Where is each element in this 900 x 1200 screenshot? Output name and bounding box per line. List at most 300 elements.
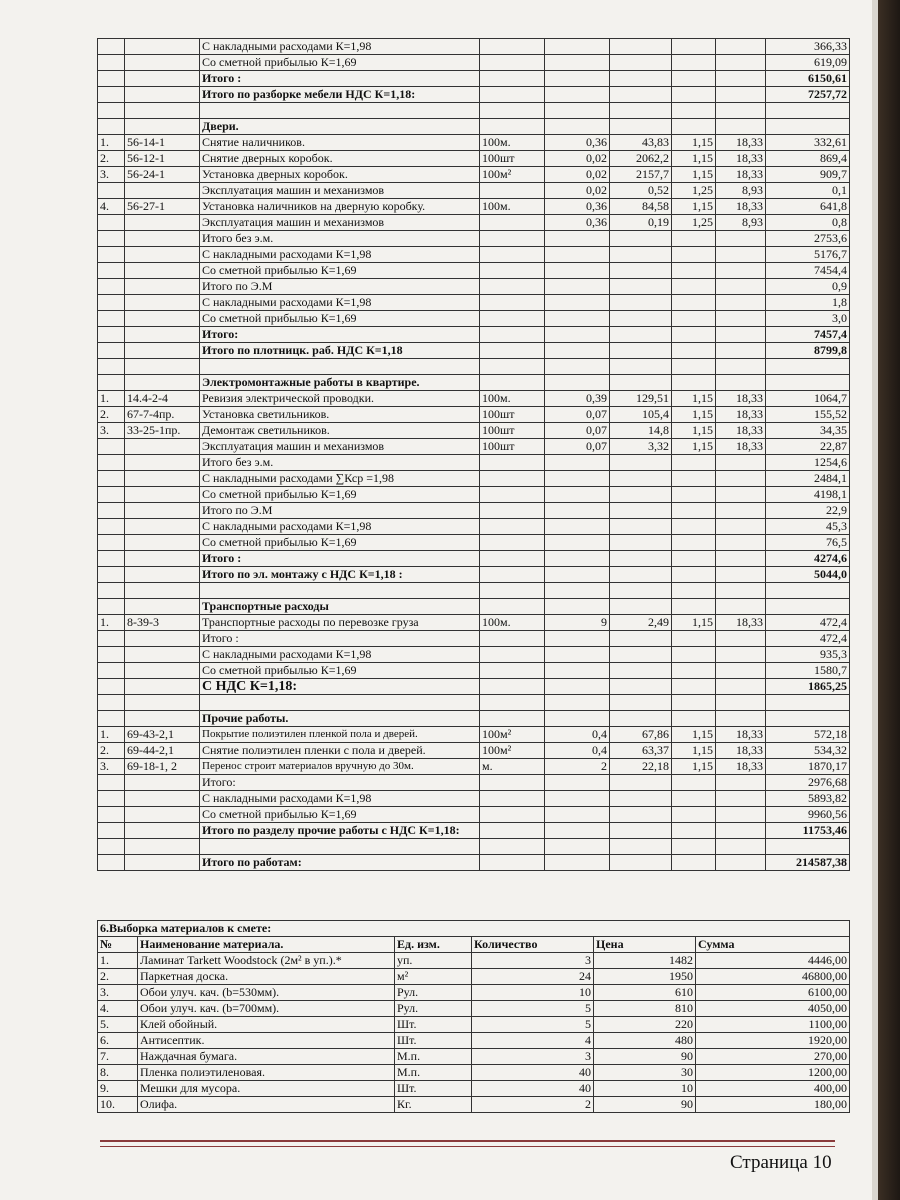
cell-code <box>125 631 200 647</box>
cell-code <box>125 327 200 343</box>
table-row <box>98 39 850 55</box>
cell-price <box>610 663 672 679</box>
cell-code: 8-39-3 <box>125 615 200 631</box>
cell-quantity <box>545 535 610 551</box>
cell-row-number <box>98 807 125 823</box>
cell-name <box>200 103 480 119</box>
cell-row-number <box>98 327 125 343</box>
materials-title: 6.Выборка материалов к смете: <box>98 921 850 937</box>
cell-coef-1 <box>672 631 716 647</box>
cell-code <box>125 647 200 663</box>
material-price: 30 <box>594 1065 696 1081</box>
header-price: Цена <box>594 937 696 953</box>
material-name: Антисептик. <box>138 1033 395 1049</box>
cell-coef-2 <box>716 279 766 295</box>
cell-row-number <box>98 823 125 839</box>
cell-sum <box>766 583 850 599</box>
cell-coef-2 <box>716 343 766 359</box>
cell-sum: 1870,17 <box>766 759 850 775</box>
cell-name: Итого : <box>200 551 480 567</box>
cell-coef-2 <box>716 647 766 663</box>
cell-code <box>125 695 200 711</box>
cell-unit <box>480 839 545 855</box>
cell-quantity <box>545 487 610 503</box>
cell-quantity: 0,02 <box>545 167 610 183</box>
material-quantity: 40 <box>472 1081 594 1097</box>
list-item <box>98 1033 850 1049</box>
cell-unit <box>480 535 545 551</box>
cell-sum: 155,52 <box>766 407 850 423</box>
cell-unit <box>480 215 545 231</box>
list-item <box>98 1097 850 1113</box>
cell-row-number <box>98 839 125 855</box>
cell-code: 56-24-1 <box>125 167 200 183</box>
cell-coef-2 <box>716 519 766 535</box>
table-row <box>98 391 850 407</box>
table-row <box>98 599 850 615</box>
cell-coef-2 <box>716 839 766 855</box>
cell-unit <box>480 583 545 599</box>
cell-price: 0,52 <box>610 183 672 199</box>
cell-code: 56-14-1 <box>125 135 200 151</box>
cell-name: Эксплуатация машин и механизмов <box>200 183 480 199</box>
table-row <box>98 743 850 759</box>
cell-unit <box>480 503 545 519</box>
cell-coef-1: 1,15 <box>672 759 716 775</box>
cell-price <box>610 535 672 551</box>
material-unit: Кг. <box>395 1097 472 1113</box>
cell-price <box>610 263 672 279</box>
material-unit: Шт. <box>395 1081 472 1097</box>
cell-coef-2: 18,33 <box>716 615 766 631</box>
table-row <box>98 631 850 647</box>
cell-quantity <box>545 71 610 87</box>
cell-price <box>610 103 672 119</box>
material-price: 10 <box>594 1081 696 1097</box>
cell-coef-1 <box>672 599 716 615</box>
cell-unit: 100м² <box>480 167 545 183</box>
cell-row-number <box>98 663 125 679</box>
cell-code: 69-44-2,1 <box>125 743 200 759</box>
cell-coef-1 <box>672 247 716 263</box>
cell-row-number <box>98 103 125 119</box>
cell-row-number <box>98 279 125 295</box>
cell-unit <box>480 183 545 199</box>
footer-divider <box>100 1140 835 1147</box>
table-row <box>98 103 850 119</box>
cell-sum: 0,9 <box>766 279 850 295</box>
material-unit: М.п. <box>395 1049 472 1065</box>
cell-unit <box>480 551 545 567</box>
cell-price <box>610 71 672 87</box>
cell-unit: 100шт <box>480 151 545 167</box>
cell-unit <box>480 247 545 263</box>
list-item <box>98 985 850 1001</box>
cell-coef-2 <box>716 231 766 247</box>
cell-sum: 6150,61 <box>766 71 850 87</box>
cell-quantity: 0,4 <box>545 743 610 759</box>
cell-code <box>125 71 200 87</box>
cell-unit: 100м² <box>480 743 545 759</box>
cell-coef-1 <box>672 471 716 487</box>
cell-price <box>610 327 672 343</box>
cell-coef-1 <box>672 807 716 823</box>
cell-sum: 332,61 <box>766 135 850 151</box>
cell-coef-2 <box>716 327 766 343</box>
material-name: Наждачная бумага. <box>138 1049 395 1065</box>
cell-quantity <box>545 663 610 679</box>
table-row <box>98 279 850 295</box>
cell-name: Со сметной прибылью К=1,69 <box>200 663 480 679</box>
material-name: Клей обойный. <box>138 1017 395 1033</box>
cell-coef-2 <box>716 55 766 71</box>
material-row-number: 10. <box>98 1097 138 1113</box>
cell-row-number: 1. <box>98 615 125 631</box>
cell-coef-2: 8,93 <box>716 183 766 199</box>
cell-quantity: 0,02 <box>545 183 610 199</box>
cell-quantity <box>545 567 610 583</box>
cell-sum: 3,0 <box>766 311 850 327</box>
cell-code <box>125 807 200 823</box>
material-name: Мешки для мусора. <box>138 1081 395 1097</box>
cell-price <box>610 487 672 503</box>
cell-code: 69-18-1, 2 <box>125 759 200 775</box>
cell-price <box>610 567 672 583</box>
cell-quantity <box>545 247 610 263</box>
table-row <box>98 151 850 167</box>
material-unit: Шт. <box>395 1033 472 1049</box>
cell-row-number: 2. <box>98 743 125 759</box>
cell-code <box>125 775 200 791</box>
cell-name: Итого по разделу прочие работы с НДС К=1,18: <box>200 823 480 839</box>
cell-code <box>125 295 200 311</box>
cell-quantity <box>545 855 610 871</box>
cell-unit: 100шт <box>480 407 545 423</box>
cell-sum: 366,33 <box>766 39 850 55</box>
cell-coef-2 <box>716 855 766 871</box>
cell-coef-1 <box>672 359 716 375</box>
cell-price: 14,8 <box>610 423 672 439</box>
cell-row-number <box>98 775 125 791</box>
material-row-number: 4. <box>98 1001 138 1017</box>
table-row <box>98 311 850 327</box>
cell-name: Установка наличников на дверную коробку. <box>200 199 480 215</box>
cell-unit <box>480 455 545 471</box>
cell-price <box>610 87 672 103</box>
cell-price <box>610 359 672 375</box>
cell-coef-1 <box>672 295 716 311</box>
cell-unit <box>480 855 545 871</box>
cell-row-number: 1. <box>98 727 125 743</box>
cell-quantity: 0,07 <box>545 407 610 423</box>
cell-coef-2 <box>716 119 766 135</box>
material-quantity: 3 <box>472 953 594 969</box>
cell-quantity <box>545 263 610 279</box>
cell-unit <box>480 231 545 247</box>
cell-row-number: 3. <box>98 423 125 439</box>
cell-code <box>125 535 200 551</box>
cell-coef-2: 18,33 <box>716 423 766 439</box>
cell-price: 3,32 <box>610 439 672 455</box>
table-row <box>98 215 850 231</box>
material-quantity: 10 <box>472 985 594 1001</box>
cell-quantity: 0,07 <box>545 423 610 439</box>
cell-sum: 4198,1 <box>766 487 850 503</box>
table-row <box>98 807 850 823</box>
cell-coef-1: 1,15 <box>672 439 716 455</box>
material-price: 220 <box>594 1017 696 1033</box>
cell-row-number: 1. <box>98 135 125 151</box>
cell-unit: 100шт <box>480 423 545 439</box>
cell-unit <box>480 295 545 311</box>
cell-sum: 4274,6 <box>766 551 850 567</box>
cell-unit: 100м² <box>480 727 545 743</box>
cell-quantity: 9 <box>545 615 610 631</box>
cell-quantity <box>545 631 610 647</box>
table-row <box>98 455 850 471</box>
cell-name <box>200 839 480 855</box>
material-row-number: 1. <box>98 953 138 969</box>
cell-coef-1 <box>672 855 716 871</box>
cell-name: Итого: <box>200 775 480 791</box>
cell-code <box>125 103 200 119</box>
cell-row-number: 3. <box>98 759 125 775</box>
cell-coef-1 <box>672 583 716 599</box>
cell-coef-2 <box>716 551 766 567</box>
table-row <box>98 423 850 439</box>
cell-coef-1 <box>672 263 716 279</box>
cell-price <box>610 55 672 71</box>
cell-coef-2 <box>716 359 766 375</box>
cell-name: Электромонтажные работы в квартире. <box>200 375 480 391</box>
cell-row-number <box>98 71 125 87</box>
material-name: Обои улуч. кач. (b=700мм). <box>138 1001 395 1017</box>
table-row <box>98 615 850 631</box>
list-item <box>98 1049 850 1065</box>
cell-quantity <box>545 279 610 295</box>
cell-quantity <box>545 519 610 535</box>
table-row <box>98 775 850 791</box>
cell-name: С накладными расходами К=1,98 <box>200 39 480 55</box>
cell-sum: 2484,1 <box>766 471 850 487</box>
cell-unit <box>480 39 545 55</box>
material-unit: уп. <box>395 953 472 969</box>
cell-coef-2: 18,33 <box>716 439 766 455</box>
binder-edge <box>878 0 900 1200</box>
cell-coef-2: 18,33 <box>716 407 766 423</box>
table-row <box>98 487 850 503</box>
cell-quantity: 0,36 <box>545 135 610 151</box>
cell-name: Со сметной прибылью К=1,69 <box>200 263 480 279</box>
cell-unit <box>480 631 545 647</box>
cell-sum: 1580,7 <box>766 663 850 679</box>
cell-unit <box>480 647 545 663</box>
cell-row-number <box>98 439 125 455</box>
cell-sum: 214587,38 <box>766 855 850 871</box>
cell-sum: 1865,25 <box>766 679 850 695</box>
cell-sum: 619,09 <box>766 55 850 71</box>
cell-row-number <box>98 631 125 647</box>
cell-code <box>125 519 200 535</box>
cell-unit <box>480 55 545 71</box>
cell-coef-1: 1,15 <box>672 167 716 183</box>
material-price: 1482 <box>594 953 696 969</box>
cell-coef-1: 1,15 <box>672 151 716 167</box>
cell-name <box>200 695 480 711</box>
cell-coef-2 <box>716 311 766 327</box>
cell-quantity <box>545 583 610 599</box>
cell-coef-1 <box>672 535 716 551</box>
cell-code: 69-43-2,1 <box>125 727 200 743</box>
cell-price: 67,86 <box>610 727 672 743</box>
cell-sum <box>766 599 850 615</box>
cell-name <box>200 583 480 599</box>
cell-coef-2 <box>716 599 766 615</box>
cell-price <box>610 551 672 567</box>
cell-sum: 472,4 <box>766 615 850 631</box>
material-quantity: 3 <box>472 1049 594 1065</box>
cell-name: Итого : <box>200 631 480 647</box>
table-row <box>98 119 850 135</box>
cell-coef-1 <box>672 839 716 855</box>
cell-coef-2 <box>716 471 766 487</box>
cell-sum: 1254,6 <box>766 455 850 471</box>
cell-coef-2: 18,33 <box>716 199 766 215</box>
cell-name: Итого без э.м. <box>200 231 480 247</box>
cell-quantity <box>545 503 610 519</box>
cell-coef-2 <box>716 791 766 807</box>
cell-unit <box>480 263 545 279</box>
cell-coef-2 <box>716 567 766 583</box>
table-row <box>98 167 850 183</box>
cell-unit: 100м. <box>480 199 545 215</box>
cell-unit <box>480 775 545 791</box>
cell-sum <box>766 359 850 375</box>
cell-price: 63,37 <box>610 743 672 759</box>
cell-sum: 909,7 <box>766 167 850 183</box>
cell-unit <box>480 103 545 119</box>
cell-name: Эксплуатация машин и механизмов <box>200 215 480 231</box>
cell-name: Покрытие полиэтилен пленкой пола и дверей. <box>200 727 480 743</box>
material-price: 610 <box>594 985 696 1001</box>
cell-sum: 11753,46 <box>766 823 850 839</box>
table-row <box>98 583 850 599</box>
cell-unit: 100м. <box>480 615 545 631</box>
cell-name: Эксплуатация машин и механизмов <box>200 439 480 455</box>
cell-unit <box>480 311 545 327</box>
cell-name <box>200 359 480 375</box>
cell-code <box>125 791 200 807</box>
cell-sum: 0,8 <box>766 215 850 231</box>
cell-quantity <box>545 455 610 471</box>
cell-name: Перенос строит материалов вручную до 30м. <box>200 759 480 775</box>
cell-quantity <box>545 551 610 567</box>
materials-title-row <box>98 921 850 937</box>
cell-unit: 100шт <box>480 439 545 455</box>
table-row <box>98 567 850 583</box>
cell-price <box>610 311 672 327</box>
cell-name: Со сметной прибылью К=1,69 <box>200 807 480 823</box>
cell-row-number: 4. <box>98 199 125 215</box>
table-row <box>98 551 850 567</box>
cell-name: Итого по Э.М <box>200 279 480 295</box>
material-sum: 46800,00 <box>696 969 850 985</box>
cell-row-number: 3. <box>98 167 125 183</box>
cell-name: Демонтаж светильников. <box>200 423 480 439</box>
cell-coef-1 <box>672 663 716 679</box>
table-row <box>98 87 850 103</box>
cell-unit <box>480 711 545 727</box>
cell-row-number <box>98 39 125 55</box>
cell-row-number <box>98 503 125 519</box>
cell-coef-1 <box>672 791 716 807</box>
cell-quantity <box>545 679 610 695</box>
cell-unit <box>480 695 545 711</box>
cell-quantity <box>545 119 610 135</box>
cell-unit <box>480 343 545 359</box>
cell-unit <box>480 375 545 391</box>
cell-price <box>610 343 672 359</box>
cell-price: 43,83 <box>610 135 672 151</box>
table-row <box>98 471 850 487</box>
cell-quantity <box>545 359 610 375</box>
cell-name: С накладными расходами К=1,98 <box>200 247 480 263</box>
cell-coef-2 <box>716 455 766 471</box>
cell-coef-2 <box>716 39 766 55</box>
material-row-number: 6. <box>98 1033 138 1049</box>
cell-sum <box>766 103 850 119</box>
cell-row-number <box>98 791 125 807</box>
cell-price <box>610 583 672 599</box>
cell-quantity: 0,36 <box>545 215 610 231</box>
cell-coef-2: 18,33 <box>716 391 766 407</box>
cell-name: Итого по работам: <box>200 855 480 871</box>
cell-unit <box>480 359 545 375</box>
cell-sum: 9960,56 <box>766 807 850 823</box>
cell-row-number <box>98 679 125 695</box>
cell-row-number <box>98 471 125 487</box>
cell-sum: 7457,4 <box>766 327 850 343</box>
cell-name: С накладными расходами К=1,98 <box>200 519 480 535</box>
cell-sum: 5044,0 <box>766 567 850 583</box>
cell-quantity <box>545 55 610 71</box>
cell-quantity <box>545 87 610 103</box>
cell-sum: 5893,82 <box>766 791 850 807</box>
cell-price <box>610 839 672 855</box>
cell-row-number: 2. <box>98 151 125 167</box>
cell-code <box>125 711 200 727</box>
cell-quantity <box>545 343 610 359</box>
cell-code <box>125 679 200 695</box>
material-unit: Рул. <box>395 1001 472 1017</box>
material-row-number: 7. <box>98 1049 138 1065</box>
cell-row-number <box>98 87 125 103</box>
cell-code: 14.4-2-4 <box>125 391 200 407</box>
cell-row-number <box>98 535 125 551</box>
cell-quantity <box>545 327 610 343</box>
cell-row-number <box>98 119 125 135</box>
cell-name: Итого по эл. монтажу с НДС К=1,18 : <box>200 567 480 583</box>
cell-name: Снятие полиэтилен пленки с пола и дверей. <box>200 743 480 759</box>
cell-name: Итого без э.м. <box>200 455 480 471</box>
cell-coef-2 <box>716 583 766 599</box>
cell-code: 33-25-1пр. <box>125 423 200 439</box>
cell-name: Со сметной прибылью К=1,69 <box>200 487 480 503</box>
table-row <box>98 759 850 775</box>
cell-sum: 935,3 <box>766 647 850 663</box>
cell-unit <box>480 519 545 535</box>
cell-coef-1 <box>672 119 716 135</box>
